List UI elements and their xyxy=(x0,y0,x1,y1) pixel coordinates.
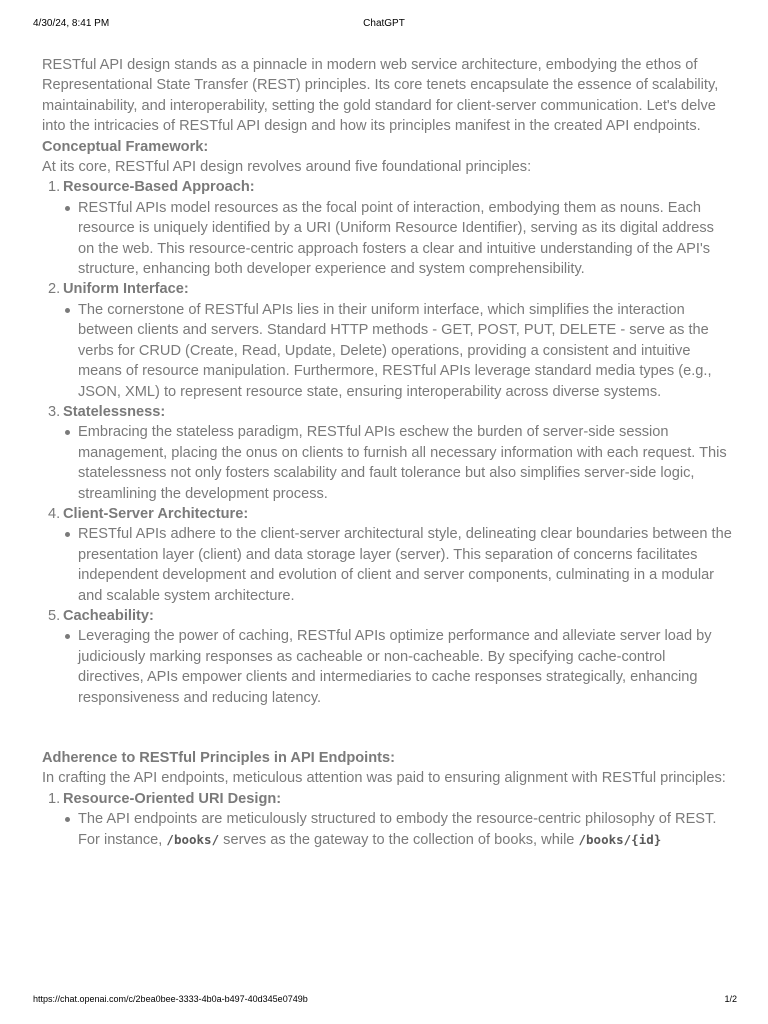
adherence-number: 1. xyxy=(48,790,61,807)
principle-desc: Embracing the stateless paradigm, RESTful APIs eschew the burden of server-side session management, placing the onus on clients to furnish all necessary information with each request. This statelessness not only fosters scalability and fault tolerance but also simplifies server-side logic, streamlining the development process. xyxy=(63,422,732,504)
principle-item xyxy=(42,504,732,606)
principles-list xyxy=(42,177,732,708)
principle-label: Statelessness: xyxy=(63,403,166,420)
conceptual-lead: At its core, RESTful API design revolves around five foundational principles: xyxy=(42,159,532,176)
principle-number: 1. xyxy=(48,179,61,196)
book-id-endpoint-code: /books/{id} xyxy=(578,831,662,847)
principle-desc-list xyxy=(63,422,732,504)
adherence-desc-list xyxy=(63,809,732,850)
section-spacer xyxy=(42,708,732,748)
print-header xyxy=(0,18,768,32)
principle-desc-list xyxy=(63,524,732,606)
principle-number: 3. xyxy=(48,403,61,420)
adherence-label: Resource-Oriented URI Design: xyxy=(63,790,282,807)
principle-number: 4. xyxy=(48,505,61,522)
principle-desc: RESTful APIs model resources as the focal point of interaction, embodying them as nouns. Each resource is uniquely identified by a URI (Uniform Resource Identifier), serving as its digital address on the web. This resource-centric approach fosters a clear and intuitive understanding of the API's structure, enhancing both developer experience and system comprehensibility. xyxy=(63,198,732,280)
print-title: ChatGPT xyxy=(363,18,405,29)
principle-desc-list xyxy=(63,626,732,708)
principle-number: 5. xyxy=(48,607,61,624)
principle-label: Resource-Based Approach: xyxy=(63,179,255,196)
adherence-heading: Adherence to RESTful Principles in API Endpoints: xyxy=(42,750,395,766)
adherence-desc-text-1: The API endpoints are meticulously structured to embody the resource-centric philosophy of REST. For instance, xyxy=(78,811,717,848)
principle-desc: Leveraging the power of caching, RESTful APIs optimize performance and alleviate server load by judiciously marking responses as cacheable or non-cacheable. By specifying cache-control directives, APIs empower clients and intermediaries to cache responses strategically, enhancing responsiveness and reducing latency. xyxy=(63,626,732,708)
print-url: https://chat.openai.com/c/2bea0bee-3333-4b0a-b497-40d345e0749b xyxy=(33,994,308,1004)
principle-desc-list xyxy=(63,300,732,402)
books-endpoint-code: /books/ xyxy=(166,831,220,847)
principle-desc-list xyxy=(63,198,732,280)
adherence-item xyxy=(42,789,732,850)
conceptual-heading: Conceptual Framework: xyxy=(42,138,209,155)
principle-item xyxy=(42,402,732,504)
adherence-desc-text-2: serves as the gateway to the collection of books, while xyxy=(223,831,575,848)
adherence-list xyxy=(42,789,732,850)
print-datetime: 4/30/24, 8:41 PM xyxy=(33,18,110,29)
principle-item xyxy=(42,606,732,708)
principle-desc: The cornerstone of RESTful APIs lies in their uniform interface, which simplifies the interaction between clients and servers. Standard HTTP methods - GET, POST, PUT, DELETE - serve as the verbs for CRUD (Create, Read, Update, Delete) operations, providing a consistent and intuitive means of resource manipulation. Furthermore, RESTful APIs leverage standard media types (e.g., JSON, XML) to represent resource state, ensuring interoperability across diverse systems. xyxy=(63,300,732,402)
principle-label: Cacheability: xyxy=(63,607,154,624)
print-footer xyxy=(0,994,768,1008)
principle-label: Client-Server Architecture: xyxy=(63,505,249,522)
adherence-lead: In crafting the API endpoints, meticulous attention was paid to ensuring alignment with RESTful principles: xyxy=(42,770,726,787)
principle-item xyxy=(42,279,732,401)
adherence-desc xyxy=(63,809,732,850)
principle-item xyxy=(42,177,732,279)
page-number: 1/2 xyxy=(724,994,737,1004)
intro-paragraph: RESTful API design stands as a pinnacle in modern web service architecture, embodying the ethos of Representational State Transfer (REST) principles. Its core tenets encapsulate the essence of scalability, maintainability, and interoperability, setting the gold standard for client-server communication. Let's delve into the intricacies of RESTful API design and how its principles manifest in the created API endpoints. xyxy=(42,57,719,135)
principle-number: 2. xyxy=(48,281,61,298)
principle-desc: RESTful APIs adhere to the client-server architectural style, delineating clear boundaries between the presentation layer (client) and data storage layer (server). This separation of concerns facilitates independent development and evolution of client and server components, culminating in a modular and scalable system architecture. xyxy=(63,524,732,606)
document-body xyxy=(42,55,732,850)
principle-label: Uniform Interface: xyxy=(63,281,189,298)
